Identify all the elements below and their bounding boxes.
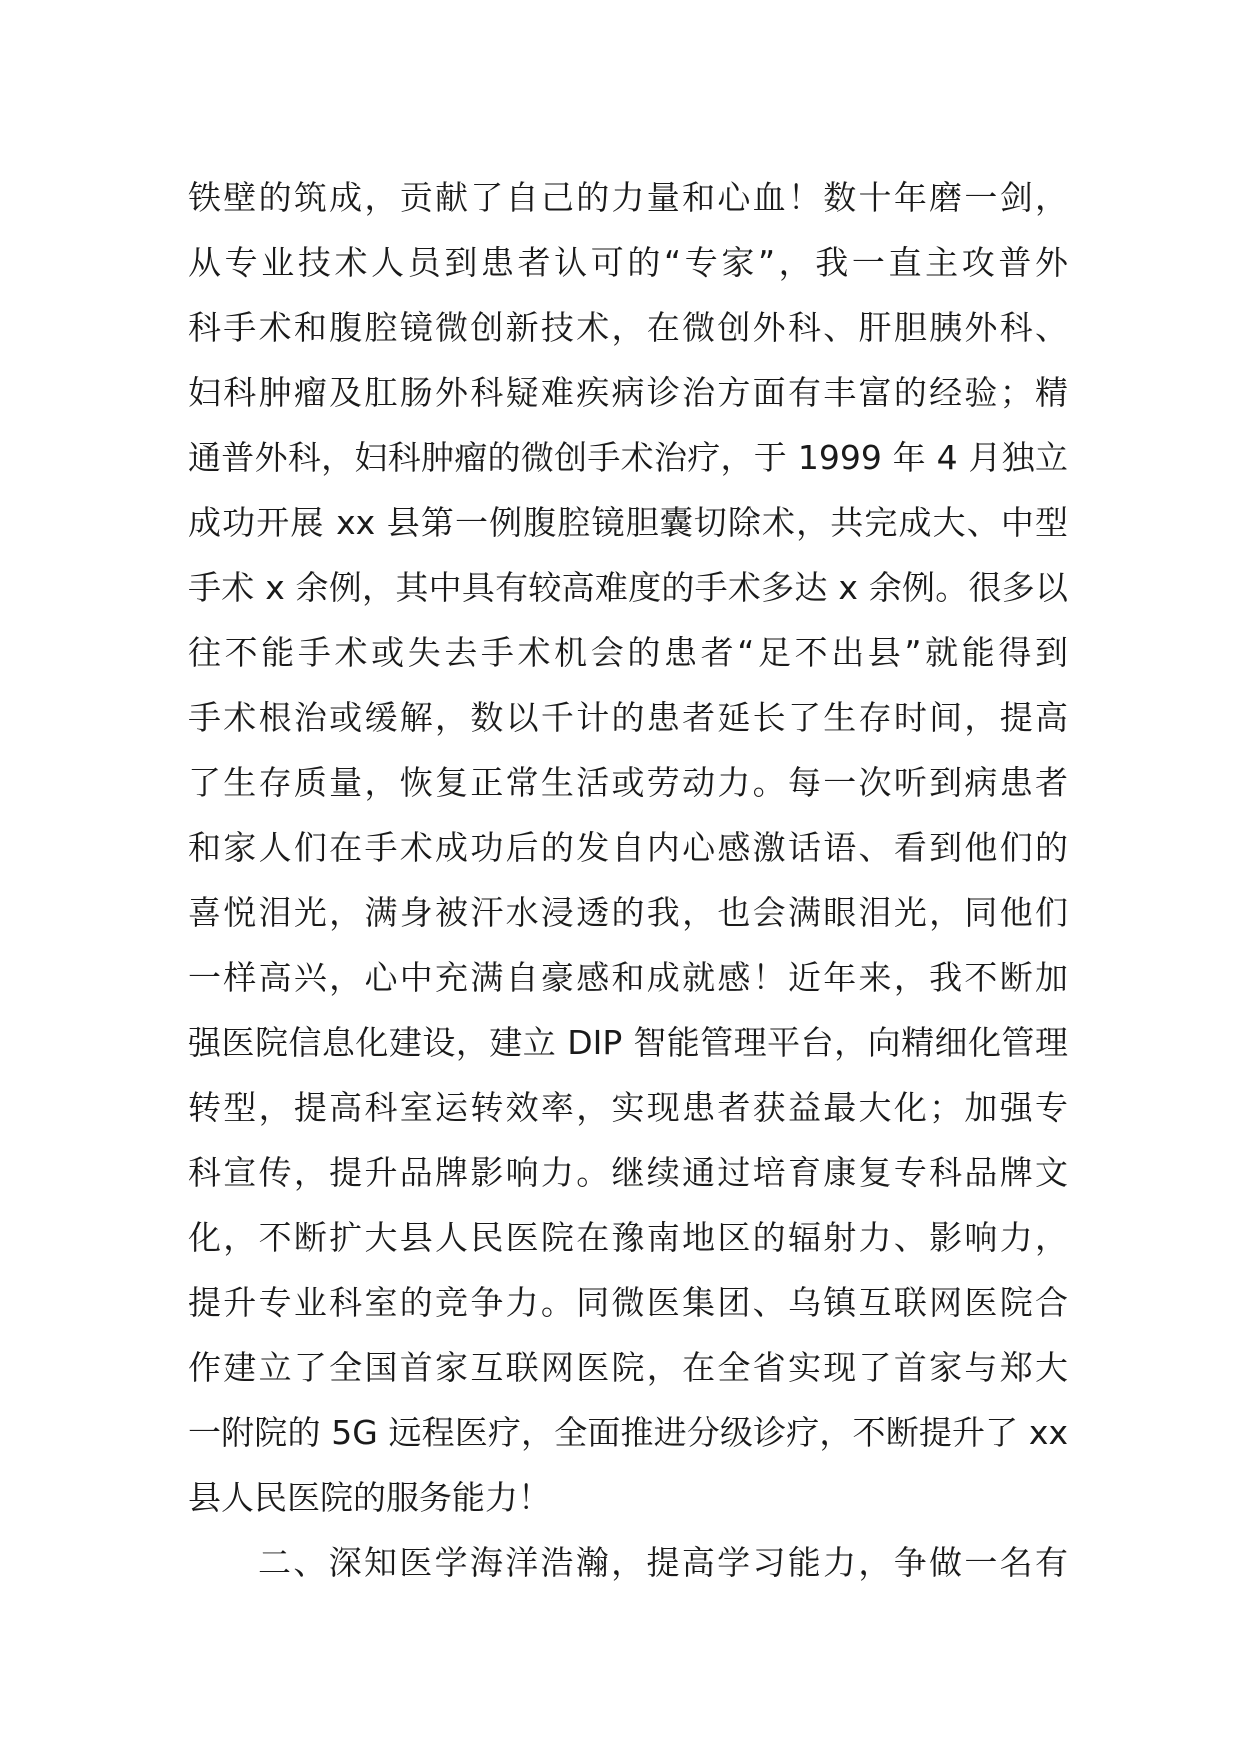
text-line: 通普外科，妇科肿瘤的微创手术治疗，于 1999 年 4 月独立 — [188, 438, 1068, 477]
text-line: 和家人们在手术成功后的发自内心感激话语、看到他们的 — [188, 828, 1068, 867]
text-line: 一附院的 5G 远程医疗，全面推进分级诊疗，不断提升了 xx — [188, 1413, 1068, 1452]
text-line: 妇科肿瘤及肛肠外科疑难疾病诊治方面有丰富的经验；精 — [188, 373, 1068, 412]
text-line: 科手术和腹腔镜微创新技术，在微创外科、肝胆胰外科、 — [188, 308, 1068, 347]
text-line: 提升专业科室的竞争力。同微医集团、乌镇互联网医院合 — [188, 1283, 1068, 1322]
text-line: 科宣传，提升品牌影响力。继续通过培育康复专科品牌文 — [188, 1153, 1068, 1192]
body-text — [188, 165, 1068, 1595]
text-line: 铁壁的筑成，贡献了自己的力量和心血！数十年磨一剑， — [188, 178, 1068, 217]
text-line: 了生存质量，恢复正常生活或劳动力。每一次听到病患者 — [188, 763, 1068, 802]
section-heading-line: 二、深知医学海洋浩瀚，提高学习能力，争做一名有 — [258, 1543, 1068, 1582]
text-line: 作建立了全国首家互联网医院，在全省实现了首家与郑大 — [188, 1348, 1068, 1387]
text-line: 从专业技术人员到患者认可的“专家”，我一直主攻普外 — [188, 243, 1068, 282]
text-line: 强医院信息化建设，建立 DIP 智能管理平台，向精细化管理 — [188, 1023, 1068, 1062]
text-line: 喜悦泪光，满身被汗水浸透的我，也会满眼泪光，同他们 — [188, 893, 1068, 932]
text-line: 化，不断扩大县人民医院在豫南地区的辐射力、影响力， — [188, 1218, 1068, 1257]
text-line: 县人民医院的服务能力！ — [188, 1478, 551, 1517]
text-line: 一样高兴，心中充满自豪感和成就感！近年来，我不断加 — [188, 958, 1068, 997]
text-line: 手术根治或缓解，数以千计的患者延长了生存时间，提高 — [188, 698, 1068, 737]
text-line: 转型，提高科室运转效率，实现患者获益最大化；加强专 — [188, 1088, 1068, 1127]
text-line: 手术 x 余例，其中具有较高难度的手术多达 x 余例。很多以 — [188, 568, 1068, 607]
text-line: 成功开展 xx 县第一例腹腔镜胆囊切除术，共完成大、中型 — [188, 503, 1068, 542]
text-line: 往不能手术或失去手术机会的患者“足不出县”就能得到 — [188, 633, 1068, 672]
